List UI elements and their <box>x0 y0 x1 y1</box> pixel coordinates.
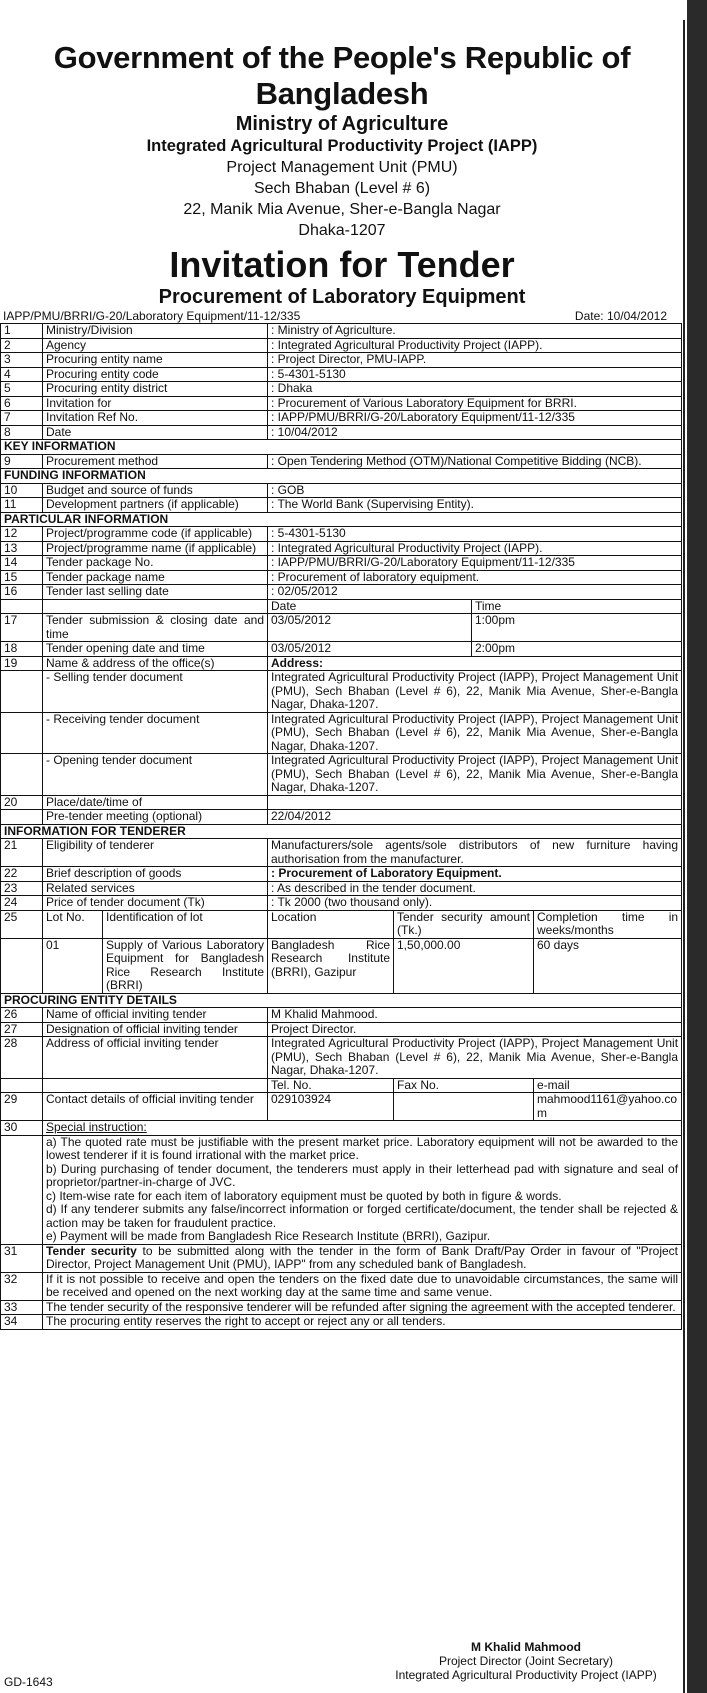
table-cell: - Selling tender document <box>43 671 268 713</box>
table-cell: 03/05/2012 <box>268 642 472 657</box>
table-row <box>1 599 682 614</box>
table-cell: Invitation Ref No. <box>43 411 268 426</box>
table-cell: 28 <box>1 1037 43 1079</box>
table-cell: e-mail <box>534 1078 682 1093</box>
table-cell: 24 <box>1 896 43 911</box>
table-cell: 8 <box>1 425 43 440</box>
table-cell: : IAPP/PMU/BRRI/G-20/Laboratory Equipment/11-12/335 <box>268 411 682 426</box>
table-cell: 22 <box>1 867 43 882</box>
table-row <box>1 1121 682 1136</box>
table-cell: Integrated Agricultural Productivity Project (IAPP), Project Management Unit (PMU), Sech Bhaban (Level # 6), 22, Manik Mia Avenue, Sher-e-Bangla Nagar, Dhaka-1207. <box>268 671 682 713</box>
table-cell: Lot No. <box>43 910 103 938</box>
table-row <box>1 411 682 426</box>
lot-table-header <box>1 910 682 938</box>
table-cell <box>1 1135 43 1244</box>
table-cell: 12 <box>1 527 43 542</box>
table-row <box>1 1315 682 1330</box>
table-cell: Related services <box>43 881 268 896</box>
table-row <box>1 810 682 825</box>
table-cell: INFORMATION FOR TENDERER <box>1 824 682 839</box>
table-cell: : Open Tendering Method (OTM)/National Competitive Bidding (NCB). <box>268 454 682 469</box>
table-cell: Identification of lot <box>103 910 268 938</box>
document-subtitle: Procurement of Laboratory Equipment <box>158 286 526 308</box>
table-row <box>1 585 682 600</box>
table-cell: Procuring entity district <box>43 382 268 397</box>
reference-number: IAPP/PMU/BRRI/G-20/Laboratory Equipment/11-12/335 <box>3 309 301 323</box>
table-row <box>1 839 682 867</box>
table-cell: 16 <box>1 585 43 600</box>
table-cell <box>394 1093 534 1121</box>
table-cell: : Procurement of Various Laboratory Equipment for BRRI. <box>268 396 682 411</box>
table-cell: 32 <box>1 1272 43 1300</box>
table-cell: : IAPP/PMU/BRRI/G-20/Laboratory Equipment/11-12/335 <box>268 556 682 571</box>
gd-code: GD-1643 <box>4 1675 53 1689</box>
table-cell: M Khalid Mahmood. <box>268 1008 682 1023</box>
table-cell <box>1 599 43 614</box>
table-cell <box>1 938 43 993</box>
table-cell: 27 <box>1 1022 43 1037</box>
table-cell <box>1 754 43 796</box>
signatory-title: Project Director (Joint Secretary) <box>438 1654 614 1668</box>
table-row <box>1 712 682 754</box>
special-instructions <box>1 1135 682 1244</box>
table-cell: 2:00pm <box>472 642 682 657</box>
table-cell: Price of tender document (Tk) <box>43 896 268 911</box>
street-address: 22, Manik Mia Avenue, Sher-e-Bangla Nagar <box>183 201 501 218</box>
table-row <box>1 754 682 796</box>
table-cell: 34 <box>1 1315 43 1330</box>
table-cell: Place/date/time of <box>43 795 268 810</box>
table-cell: Procuring entity name <box>43 353 268 368</box>
table-cell: 1:00pm <box>472 614 682 642</box>
ministry-name: Ministry of Agriculture <box>235 113 449 135</box>
table-cell: Address of official inviting tender <box>43 1037 268 1079</box>
table-row <box>1 498 682 513</box>
table-cell <box>268 795 682 810</box>
table-row <box>1 1093 682 1121</box>
instruction-a: a) The quoted rate must be justifiable with the present market price. Laboratory equipment will not be awarded to the lowest tenderer if it is found irrational with the market price. <box>46 1134 679 1162</box>
table-cell: 9 <box>1 454 43 469</box>
tender-table <box>0 323 682 1330</box>
table-cell: 22/04/2012 <box>268 810 682 825</box>
table-cell: 11 <box>1 498 43 513</box>
table-cell: Tender last selling date <box>43 585 268 600</box>
table-cell: Date <box>43 425 268 440</box>
table-cell: 23 <box>1 881 43 896</box>
table-cell: : Procurement of Laboratory Equipment. <box>268 867 682 882</box>
table-cell: Brief description of goods <box>43 867 268 882</box>
table-cell: 30 <box>1 1121 43 1136</box>
table-cell: 25 <box>1 910 43 938</box>
table-row <box>1 881 682 896</box>
table-row <box>1 1008 682 1023</box>
instruction-e: e) Payment will be made from Bangladesh Rice Research Institute (BRRI), Gazipur. <box>46 1229 491 1243</box>
table-row <box>1 1037 682 1079</box>
table-cell <box>1 810 43 825</box>
table-cell: KEY INFORMATION <box>1 440 682 455</box>
table-cell: Completion time in weeks/months <box>534 910 682 938</box>
table-cell: Tender opening date and time <box>43 642 268 657</box>
table-row <box>1 1272 682 1300</box>
table-cell: Tender package name <box>43 570 268 585</box>
table-row <box>1 1078 682 1093</box>
table-cell: : Integrated Agricultural Productivity Project (IAPP). <box>268 541 682 556</box>
table-cell: 33 <box>1 1300 43 1315</box>
table-cell: 2 <box>1 338 43 353</box>
table-cell: 17 <box>1 614 43 642</box>
table-cell: : The World Bank (Supervising Entity). <box>268 498 682 513</box>
table-cell: Location <box>268 910 394 938</box>
table-cell: Tender package No. <box>43 556 268 571</box>
table-cell: 10 <box>1 483 43 498</box>
table-cell: Integrated Agricultural Productivity Project (IAPP), Project Management Unit (PMU), Sech Bhaban (Level # 6), 22, Manik Mia Avenue, Sher-e-Bangla Nagar, Dhaka-1207. <box>268 754 682 796</box>
text-run: to be submitted along with the tender in the form of Bank Draft/Pay Order in favour of "Project Director, Project Management Unit (PMU), IAPP" from any scheduled bank of Bangladesh. <box>46 1243 679 1271</box>
table-cell <box>43 1244 682 1272</box>
table-row <box>1 338 682 353</box>
table-cell: Date <box>268 599 472 614</box>
table-cell: 60 days <box>534 938 682 993</box>
table-cell: - Opening tender document <box>43 754 268 796</box>
table-cell: : Project Director, PMU-IAPP. <box>268 353 682 368</box>
table-row <box>1 1244 682 1272</box>
instruction-c: c) Item-wise rate for each item of laboratory equipment must be quoted by both in figure & words. <box>46 1188 562 1203</box>
table-cell: 13 <box>1 541 43 556</box>
city-address: Dhaka-1207 <box>298 222 386 239</box>
table-cell: Project Director. <box>268 1022 682 1037</box>
table-cell: Tender security amount (Tk.) <box>394 910 534 938</box>
section-particular-information <box>1 512 682 527</box>
table-cell: Invitation for <box>43 396 268 411</box>
table-cell: Pre-tender meeting (optional) <box>43 810 268 825</box>
table-cell: 29 <box>1 1093 43 1121</box>
table-cell: PARTICULAR INFORMATION <box>1 512 682 527</box>
text-run: Tender security <box>46 1243 137 1258</box>
table-cell <box>43 1078 268 1093</box>
table-cell: Name of official inviting tender <box>43 1008 268 1023</box>
table-cell: Time <box>472 599 682 614</box>
table-cell: 14 <box>1 556 43 571</box>
table-row <box>1 896 682 911</box>
table-cell: Fax No. <box>394 1078 534 1093</box>
instruction-d: d) If any tenderer submits any false/incorrect information or forged certificate/document, the tender shall be rejected & action may be taken for fraudulent practice. <box>46 1202 679 1230</box>
instruction-b: b) During purchasing of tender document, the tenderers must apply in their letterhead pad with signature and seal of proprietor/partner-in-charge of JVC. <box>46 1161 679 1189</box>
table-row <box>1 382 682 397</box>
table-cell: Address: <box>268 656 682 671</box>
table-cell: 21 <box>1 839 43 867</box>
section-key-information <box>1 440 682 455</box>
table-cell: Development partners (if applicable) <box>43 498 268 513</box>
table-cell: 01 <box>43 938 103 993</box>
table-cell <box>1 671 43 713</box>
table-row <box>1 570 682 585</box>
table-cell: : As described in the tender document. <box>268 881 682 896</box>
section-information-for-tenderer <box>1 824 682 839</box>
table-row <box>1 795 682 810</box>
table-cell: Eligibility of tenderer <box>43 839 268 867</box>
table-row <box>1 656 682 671</box>
right-edge-bar <box>687 0 707 1693</box>
table-cell: : 5-4301-5130 <box>268 367 682 382</box>
table-cell: : Ministry of Agriculture. <box>268 324 682 339</box>
table-cell: Ministry/Division <box>43 324 268 339</box>
table-cell: 1 <box>1 324 43 339</box>
table-cell <box>1 1078 43 1093</box>
table-cell <box>1 712 43 754</box>
table-cell: 19 <box>1 656 43 671</box>
table-cell: mahmood1161@yahoo.com <box>534 1093 682 1121</box>
table-row <box>1 396 682 411</box>
table-cell: - Receiving tender document <box>43 712 268 754</box>
table-cell: If it is not possible to receive and open the tenders on the fixed date due to unavoidable circumstances, the same will be received and opened on the next working day at the same time and same venue. <box>43 1272 682 1300</box>
table-cell: 15 <box>1 570 43 585</box>
notice-date: Date: 10/04/2012 <box>574 309 667 323</box>
project-name: Integrated Agricultural Productivity Project (IAPP) <box>146 137 538 155</box>
table-cell: Agency <box>43 338 268 353</box>
table-cell: FUNDING INFORMATION <box>1 469 682 484</box>
table-cell: Manufacturers/sole agents/sole distributors of new furniture having authorisation from the manufacturer. <box>268 839 682 867</box>
government-title: Government of the People's Republic of Bangladesh <box>53 40 631 111</box>
table-cell: : 10/04/2012 <box>268 425 682 440</box>
table-row <box>1 483 682 498</box>
table-cell: : GOB <box>268 483 682 498</box>
table-cell: 6 <box>1 396 43 411</box>
table-row <box>1 353 682 368</box>
table-cell: 31 <box>1 1244 43 1272</box>
table-cell: Tender submission & closing date and time <box>43 614 268 642</box>
table-cell: : Procurement of laboratory equipment. <box>268 570 682 585</box>
table-cell: Tel. No. <box>268 1078 394 1093</box>
table-cell <box>43 1135 682 1244</box>
table-cell: Project/programme name (if applicable) <box>43 541 268 556</box>
table-row <box>1 1022 682 1037</box>
table-cell: Designation of official inviting tender <box>43 1022 268 1037</box>
lot-table-row <box>1 938 682 993</box>
table-row <box>1 614 682 642</box>
table-cell: Integrated Agricultural Productivity Project (IAPP), Project Management Unit (PMU), Sech Bhaban (Level # 6), 22, Manik Mia Avenue, Sher-e-Bangla Nagar, Dhaka-1207. <box>268 1037 682 1079</box>
table-cell: Bangladesh Rice Research Institute (BRRI), Gazipur <box>268 938 394 993</box>
table-cell: : 5-4301-5130 <box>268 527 682 542</box>
document-title: Invitation for Tender <box>169 244 515 285</box>
table-row <box>1 541 682 556</box>
table-cell: 4 <box>1 367 43 382</box>
section-funding-information <box>1 469 682 484</box>
table-row <box>1 324 682 339</box>
table-cell: 5 <box>1 382 43 397</box>
unit-name: Project Management Unit (PMU) <box>226 159 458 176</box>
table-cell: : Tk 2000 (two thousand only). <box>268 896 682 911</box>
table-cell: 3 <box>1 353 43 368</box>
table-cell: 1,50,000.00 <box>394 938 534 993</box>
signatory-name: M Khalid Mahmood <box>471 1640 581 1654</box>
section-procuring-entity-details <box>1 993 682 1008</box>
signature-block <box>376 1640 676 1682</box>
reference-line <box>0 309 684 323</box>
table-cell: The procuring entity reserves the right to accept or reject any or all tenders. <box>43 1315 682 1330</box>
table-row <box>1 867 682 882</box>
table-cell: 029103924 <box>268 1093 394 1121</box>
table-cell: : Dhaka <box>268 382 682 397</box>
table-row <box>1 556 682 571</box>
table-row <box>1 1300 682 1315</box>
table-cell: Contact details of official inviting tender <box>43 1093 268 1121</box>
table-cell: 18 <box>1 642 43 657</box>
table-cell: 03/05/2012 <box>268 614 472 642</box>
table-cell: Procurement method <box>43 454 268 469</box>
table-cell: 7 <box>1 411 43 426</box>
table-cell: Budget and source of funds <box>43 483 268 498</box>
letterhead <box>0 40 684 309</box>
table-cell: Supply of Various Laboratory Equipment for Bangladesh Rice Research Institute (BRRI) <box>103 938 268 993</box>
table-row <box>1 367 682 382</box>
table-cell: : 02/05/2012 <box>268 585 682 600</box>
table-cell: PROCURING ENTITY DETAILS <box>1 993 682 1008</box>
table-row <box>1 527 682 542</box>
table-cell: 20 <box>1 795 43 810</box>
table-row <box>1 425 682 440</box>
table-cell: 26 <box>1 1008 43 1023</box>
table-row <box>1 454 682 469</box>
table-row <box>1 671 682 713</box>
table-cell: Name & address of the office(s) <box>43 656 268 671</box>
table-cell: : Integrated Agricultural Productivity Project (IAPP). <box>268 338 682 353</box>
table-cell <box>43 599 268 614</box>
table-cell: Special instruction: <box>43 1121 682 1136</box>
building-name: Sech Bhaban (Level # 6) <box>253 180 431 197</box>
signatory-organization: Integrated Agricultural Productivity Project (IAPP) <box>395 1668 657 1682</box>
table-cell: Integrated Agricultural Productivity Project (IAPP), Project Management Unit (PMU), Sech Bhaban (Level # 6), 22, Manik Mia Avenue, Sher-e-Bangla Nagar, Dhaka-1207. <box>268 712 682 754</box>
table-row <box>1 642 682 657</box>
table-cell: Project/programme code (if applicable) <box>43 527 268 542</box>
table-cell: Procuring entity code <box>43 367 268 382</box>
table-cell: The tender security of the responsive tenderer will be refunded after signing the agreement with the accepted tenderer. <box>43 1300 682 1315</box>
